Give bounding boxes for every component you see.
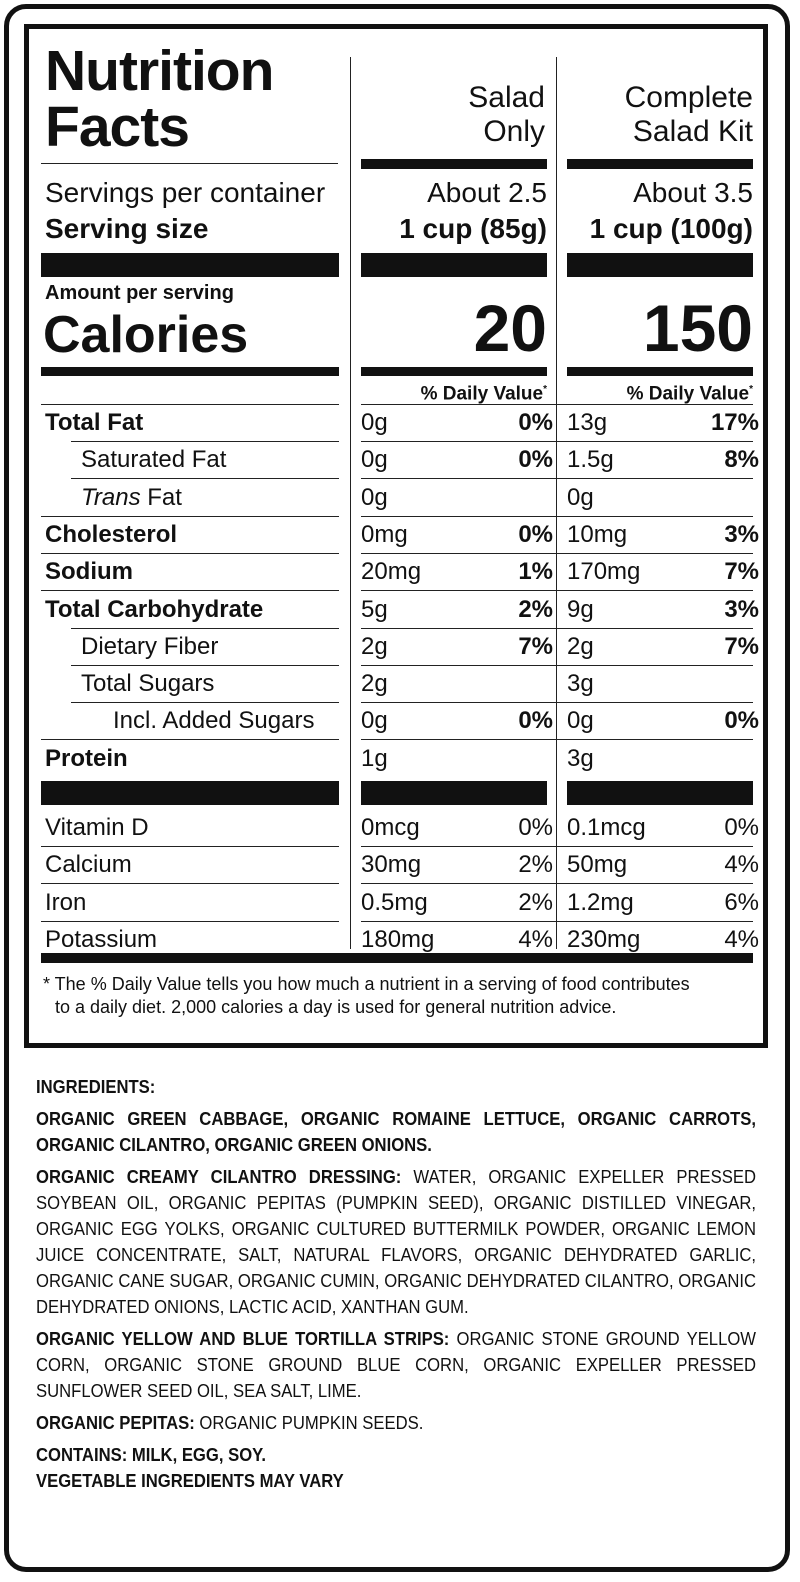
thick-bar xyxy=(41,253,339,277)
amount-complete-kit: 0.1mcg xyxy=(567,814,646,841)
ingredients-pepitas: ORGANIC PEPITAS: ORGANIC PUMPKIN SEEDS. xyxy=(36,1412,424,1433)
footnote xyxy=(43,973,755,1019)
thick-bar xyxy=(567,781,753,805)
amount-per-serving-label: Amount per serving xyxy=(45,282,234,304)
amount-salad-only: 0.5mg xyxy=(361,888,428,916)
amount-complete-kit: 50mg xyxy=(567,851,628,879)
vitamin-name: Iron xyxy=(45,888,87,916)
calories-salad-only: 20 xyxy=(473,291,547,365)
dv-complete-kit: 7% xyxy=(724,558,759,586)
footnote-line-2: to a daily diet. 2,000 calories a day is used for general nutrition advice. xyxy=(55,997,617,1017)
thick-bar xyxy=(41,781,339,805)
amount-complete-kit: 1.5g xyxy=(567,446,614,474)
footnote-line-1: * The % Daily Value tells you how much a nutrient in a serving of food contributes xyxy=(43,974,690,994)
amount-complete-kit: 170mg xyxy=(567,558,641,586)
nutrient-row xyxy=(29,479,768,516)
thick-bar xyxy=(361,781,547,805)
nutrient-name: Cholesterol xyxy=(45,520,178,548)
serving-size-complete-kit: 1 cup (100g) xyxy=(589,213,753,244)
nutrient-row xyxy=(29,516,768,553)
divider xyxy=(41,163,338,164)
ingredients-tortilla-strips: ORGANIC YELLOW AND BLUE TORTILLA STRIPS: ORGANIC STONE GROUND YELLOW CORN, ORGANIC STONE GROUND BLUE CORN, ORGANIC EXPELLER PRESSED SUNFLOWER SEED OIL, SEA SALT, LIME. xyxy=(36,1328,756,1401)
vitamin-name: Potassium xyxy=(45,925,158,953)
amount-salad-only: 20mg xyxy=(361,558,422,586)
amount-complete-kit: 13g xyxy=(567,409,608,436)
amount-salad-only: 0g xyxy=(361,707,388,735)
nutrient-name: Total Fat xyxy=(45,409,144,436)
ingredients-greens: ORGANIC GREEN CABBAGE, ORGANIC ROMAINE LETTUCE, ORGANIC CARROTS, ORGANIC CILANTRO, ORGANIC GREEN ONIONS. xyxy=(36,1108,756,1155)
ingredients-dressing: ORGANIC CREAMY CILANTRO DRESSING: WATER, ORGANIC EXPELLER PRESSED SOYBEAN OIL, ORGANIC PEPITAS (PUMPKIN SEED), ORGANIC DISTILLED VINEGAR, ORGANIC EGG YOLKS, ORGANIC CULTURED BUTTERMILK POWDER, ORGANIC LEMON JUICE CONCENTRATE, SALT, NATURAL FLAVORS, ORGANIC DEHYDRATED GARLIC, ORGANIC CANE SUGAR, ORGANIC CUMIN, ORGANIC DEHYDRATED CILANTRO, ORGANIC DEHYDRATED ONIONS, LACTIC ACID, XANTHAN GUM. xyxy=(36,1166,756,1317)
nutrient-name: Incl. Added Sugars xyxy=(113,707,315,735)
amount-salad-only: 0mg xyxy=(361,520,408,548)
amount-complete-kit: 230mg xyxy=(567,925,641,953)
dv-complete-kit: 4% xyxy=(724,925,759,953)
nutrient-row xyxy=(29,702,768,739)
medium-bar xyxy=(361,367,547,376)
dv-salad-only: 1% xyxy=(518,558,553,586)
dv-complete-kit: 7% xyxy=(724,632,759,660)
dv-salad-only: 0% xyxy=(518,707,553,735)
daily-value-header-complete-kit: % Daily Value* xyxy=(626,383,753,405)
nutrient-row xyxy=(29,665,768,702)
servings-complete-kit: About 3.5 xyxy=(633,177,753,208)
servings-salad-only: About 2.5 xyxy=(427,177,547,208)
allergen-statement: CONTAINS: MILK, EGG, SOY. xyxy=(36,1444,267,1465)
nutrient-name: Sodium xyxy=(45,558,133,586)
medium-bar xyxy=(41,367,339,376)
header-bar xyxy=(567,159,753,169)
amount-salad-only: 0g xyxy=(361,483,388,511)
dv-salad-only: 7% xyxy=(518,632,553,660)
serving-size-salad-only: 1 cup (85g) xyxy=(399,213,547,244)
nutrient-row xyxy=(29,441,768,478)
nutrient-name: Saturated Fat xyxy=(81,446,227,474)
nutrient-row xyxy=(29,628,768,665)
dv-complete-kit: 4% xyxy=(724,851,759,879)
servings-per-container-label: Servings per container xyxy=(45,177,326,208)
nutrient-name: Dietary Fiber xyxy=(81,632,219,660)
calories-complete-kit: 150 xyxy=(642,291,753,365)
nutrient-row xyxy=(29,404,768,441)
amount-salad-only: 0mcg xyxy=(361,814,420,841)
dv-salad-only: 0% xyxy=(518,409,553,436)
dv-complete-kit: 0% xyxy=(724,707,759,735)
dv-complete-kit: 0% xyxy=(724,814,759,841)
ingredients-heading: INGREDIENTS: xyxy=(36,1076,156,1097)
amount-salad-only: 0g xyxy=(361,446,388,474)
nutrient-row xyxy=(29,553,768,590)
column-header-salad-only: Salad Only xyxy=(468,81,545,148)
dv-salad-only: 0% xyxy=(518,520,553,548)
bottom-bar xyxy=(41,953,753,963)
vitamin-row xyxy=(29,809,768,846)
dv-salad-only: 2% xyxy=(518,851,553,879)
amount-salad-only: 2g xyxy=(361,632,388,660)
nutrition-facts-panel xyxy=(24,24,768,1048)
vitamin-row xyxy=(29,884,768,921)
amount-salad-only: 1g xyxy=(361,744,388,772)
column-header-complete-kit: Complete Salad Kit xyxy=(624,81,753,148)
vitamin-name: Calcium xyxy=(45,851,132,879)
dv-complete-kit: 3% xyxy=(724,520,759,548)
amount-complete-kit: 3g xyxy=(567,744,594,772)
dv-salad-only: 0% xyxy=(518,446,553,474)
amount-salad-only: 5g xyxy=(361,595,388,623)
amount-complete-kit: 0g xyxy=(567,707,594,735)
dv-salad-only: 0% xyxy=(518,814,553,841)
dv-complete-kit: 8% xyxy=(724,446,759,474)
divider xyxy=(41,404,339,405)
amount-salad-only: 0g xyxy=(361,409,388,436)
amount-complete-kit: 1.2mg xyxy=(567,888,634,916)
vitamin-name: Vitamin D xyxy=(45,814,149,841)
daily-value-header-salad-only: % Daily Value* xyxy=(420,383,547,405)
calories-label: Calories xyxy=(43,306,249,364)
dv-complete-kit: 3% xyxy=(724,595,759,623)
nutrient-row xyxy=(29,740,768,777)
dv-salad-only: 4% xyxy=(518,925,553,953)
medium-bar xyxy=(567,367,753,376)
page-title: Nutrition Facts xyxy=(45,39,274,159)
amount-salad-only: 180mg xyxy=(361,925,435,953)
vegetable-disclaimer: VEGETABLE INGREDIENTS MAY VARY xyxy=(36,1470,344,1491)
vitamin-row xyxy=(29,846,768,883)
amount-complete-kit: 0g xyxy=(567,483,594,511)
ingredients-section xyxy=(36,1074,756,1494)
nutrient-row xyxy=(29,591,768,628)
dv-complete-kit: 6% xyxy=(724,888,759,916)
thick-bar xyxy=(361,253,547,277)
nutrient-name: Protein xyxy=(45,744,128,772)
amount-complete-kit: 2g xyxy=(567,632,594,660)
nutrient-name: Trans Fat xyxy=(81,483,182,511)
amount-salad-only: 2g xyxy=(361,670,388,698)
amount-complete-kit: 9g xyxy=(567,595,594,623)
amount-complete-kit: 10mg xyxy=(567,520,628,548)
dv-salad-only: 2% xyxy=(518,888,553,916)
thick-bar xyxy=(567,253,753,277)
nutrient-name: Total Sugars xyxy=(81,670,215,698)
dv-salad-only: 2% xyxy=(518,595,553,623)
header-bar xyxy=(361,159,547,169)
amount-complete-kit: 3g xyxy=(567,670,594,698)
nutrient-name: Total Carbohydrate xyxy=(45,595,264,623)
serving-size-label: Serving size xyxy=(45,213,209,244)
divider xyxy=(361,404,753,405)
amount-salad-only: 30mg xyxy=(361,851,422,879)
dv-complete-kit: 17% xyxy=(710,409,759,436)
